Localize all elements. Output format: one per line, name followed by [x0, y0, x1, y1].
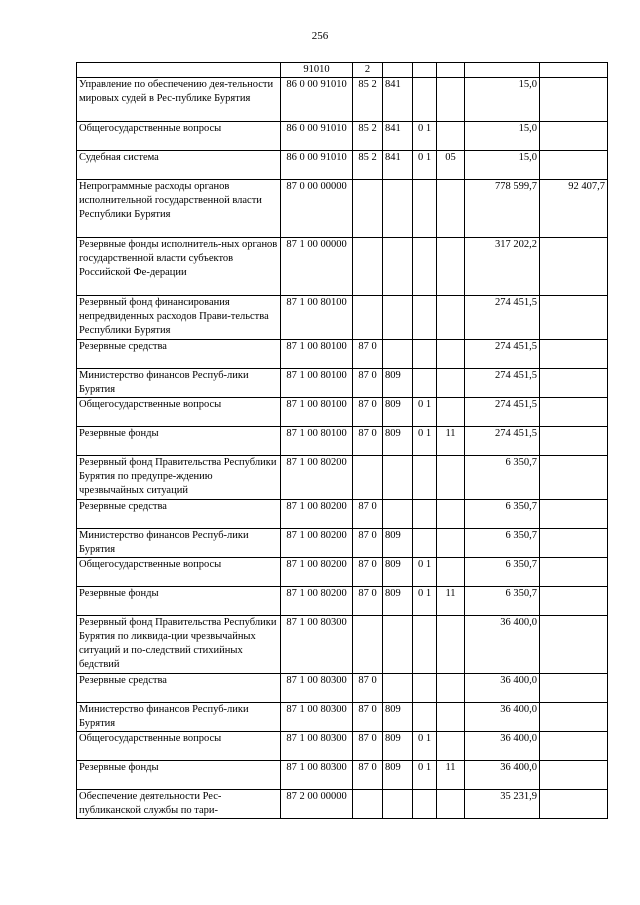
- row-name-cell: Резервные фонды исполнитель-ных органов государственной власти субъектов Российской Фе-дерации: [77, 238, 281, 296]
- target-article-cell: 87 1 00 80300: [281, 732, 353, 761]
- target-article-cell: 87 0 00 00000: [281, 180, 353, 238]
- administrator-code-cell: [383, 180, 413, 238]
- amount-cell: 6 350,7: [465, 500, 540, 529]
- section-cell: 0 1: [413, 151, 437, 180]
- federal-amount-cell: [540, 427, 608, 456]
- target-article-cell: 87 1 00 80100: [281, 296, 353, 340]
- subsection-cell: [437, 238, 465, 296]
- administrator-code-cell: 809: [383, 732, 413, 761]
- target-article-cell: 86 0 00 91010: [281, 78, 353, 122]
- row-name-cell: Общегосударственные вопросы: [77, 398, 281, 427]
- target-article-cell: 87 1 00 80300: [281, 616, 353, 674]
- administrator-code-cell: 809: [383, 427, 413, 456]
- target-article-cell: 86 0 00 91010: [281, 151, 353, 180]
- subsection-cell: [437, 500, 465, 529]
- federal-amount-cell: [540, 587, 608, 616]
- target-article-cell: 87 1 00 80200: [281, 456, 353, 500]
- amount-cell: 274 451,5: [465, 398, 540, 427]
- expense-type-cell: 87 0: [353, 674, 383, 703]
- amount-cell: 778 599,7: [465, 180, 540, 238]
- expense-type-cell: 87 0: [353, 703, 383, 732]
- table-row: [77, 587, 608, 616]
- table-row: [77, 500, 608, 529]
- section-cell: [413, 340, 437, 369]
- federal-amount-cell: [540, 238, 608, 296]
- section-cell: [413, 63, 437, 78]
- target-article-cell: 87 1 00 80200: [281, 529, 353, 558]
- expense-type-cell: 87 0: [353, 427, 383, 456]
- subsection-cell: [437, 122, 465, 151]
- row-name-cell: Резервные фонды: [77, 427, 281, 456]
- amount-cell: 274 451,5: [465, 296, 540, 340]
- federal-amount-cell: [540, 151, 608, 180]
- table-row: [77, 427, 608, 456]
- table-row: [77, 398, 608, 427]
- target-article-cell: 87 2 00 00000: [281, 790, 353, 819]
- page-number: 256: [311, 30, 329, 42]
- subsection-cell: [437, 398, 465, 427]
- row-name-cell: Министерство финансов Респуб-лики Бурятия: [77, 703, 281, 732]
- expense-type-cell: 87 0: [353, 340, 383, 369]
- table-row: [77, 558, 608, 587]
- administrator-code-cell: 809: [383, 529, 413, 558]
- federal-amount-cell: [540, 703, 608, 732]
- administrator-code-cell: [383, 296, 413, 340]
- row-name-cell: Резервные средства: [77, 340, 281, 369]
- target-article-cell: 87 1 00 00000: [281, 238, 353, 296]
- section-cell: 0 1: [413, 427, 437, 456]
- federal-amount-cell: [540, 369, 608, 398]
- table-row: [77, 340, 608, 369]
- federal-amount-cell: [540, 122, 608, 151]
- expense-type-cell: 87 0: [353, 529, 383, 558]
- row-name-cell: Резервный фонд Правительства Республики Бурятия по предупре-ждению чрезвычайных ситуаций: [77, 456, 281, 500]
- administrator-code-cell: 809: [383, 369, 413, 398]
- row-name-cell: Общегосударственные вопросы: [77, 732, 281, 761]
- target-article-cell: 87 1 00 80200: [281, 587, 353, 616]
- expense-type-cell: [353, 180, 383, 238]
- subsection-cell: 05: [437, 151, 465, 180]
- subsection-cell: [437, 180, 465, 238]
- table-row: [77, 122, 608, 151]
- section-cell: [413, 674, 437, 703]
- target-article-cell: 87 1 00 80100: [281, 340, 353, 369]
- amount-cell: 6 350,7: [465, 558, 540, 587]
- expense-type-cell: 87 0: [353, 500, 383, 529]
- amount-cell: 36 400,0: [465, 703, 540, 732]
- federal-amount-cell: [540, 761, 608, 790]
- table-row: [77, 732, 608, 761]
- target-article-cell: 87 1 00 80200: [281, 558, 353, 587]
- expense-type-cell: [353, 456, 383, 500]
- row-name-cell: Обеспечение деятельности Рес-публиканской службы по тари-: [77, 790, 281, 819]
- federal-amount-cell: [540, 790, 608, 819]
- amount-cell: 317 202,2: [465, 238, 540, 296]
- federal-amount-cell: [540, 340, 608, 369]
- administrator-code-cell: 841: [383, 122, 413, 151]
- federal-amount-cell: [540, 558, 608, 587]
- row-name-cell: Министерство финансов Респуб-лики Бурятия: [77, 369, 281, 398]
- expense-type-cell: 87 0: [353, 398, 383, 427]
- table-row: [77, 238, 608, 296]
- table-row: [77, 151, 608, 180]
- administrator-code-cell: 809: [383, 587, 413, 616]
- administrator-code-cell: [383, 790, 413, 819]
- section-cell: [413, 616, 437, 674]
- table-row: [77, 63, 608, 78]
- expense-type-cell: 85 2: [353, 78, 383, 122]
- section-cell: 0 1: [413, 587, 437, 616]
- expense-type-cell: 87 0: [353, 369, 383, 398]
- subsection-cell: [437, 529, 465, 558]
- target-article-cell: 86 0 00 91010: [281, 122, 353, 151]
- subsection-cell: [437, 340, 465, 369]
- target-article-cell: 87 1 00 80300: [281, 674, 353, 703]
- amount-cell: 36 400,0: [465, 674, 540, 703]
- table-row: [77, 703, 608, 732]
- administrator-code-cell: [383, 238, 413, 296]
- subsection-cell: [437, 369, 465, 398]
- section-cell: 0 1: [413, 732, 437, 761]
- subsection-cell: 11: [437, 427, 465, 456]
- subsection-cell: [437, 456, 465, 500]
- federal-amount-cell: [540, 500, 608, 529]
- row-name-cell: Резервные фонды: [77, 587, 281, 616]
- row-name-cell: Непрограммные расходы органов исполнительной государственной власти Республики Бурятия: [77, 180, 281, 238]
- administrator-code-cell: 841: [383, 78, 413, 122]
- section-cell: 0 1: [413, 558, 437, 587]
- amount-cell: 15,0: [465, 78, 540, 122]
- administrator-code-cell: 841: [383, 151, 413, 180]
- subsection-cell: [437, 703, 465, 732]
- subsection-cell: [437, 78, 465, 122]
- administrator-code-cell: [383, 63, 413, 78]
- row-name-cell: Резервный фонд Правительства Республики Бурятия по ликвида-ции чрезвычайных ситуаций и по-следствий стихийных бедствий: [77, 616, 281, 674]
- expense-type-cell: 87 0: [353, 587, 383, 616]
- federal-amount-cell: [540, 732, 608, 761]
- section-cell: 0 1: [413, 398, 437, 427]
- target-article-cell: 87 1 00 80300: [281, 703, 353, 732]
- section-cell: [413, 500, 437, 529]
- section-cell: [413, 529, 437, 558]
- row-name-cell: Министерство финансов Респуб-лики Бурятия: [77, 529, 281, 558]
- amount-cell: 36 400,0: [465, 732, 540, 761]
- federal-amount-cell: [540, 616, 608, 674]
- table-row: [77, 456, 608, 500]
- target-article-cell: 87 1 00 80100: [281, 427, 353, 456]
- subsection-cell: 11: [437, 761, 465, 790]
- expense-type-cell: 87 0: [353, 558, 383, 587]
- amount-cell: [465, 63, 540, 78]
- subsection-cell: 11: [437, 587, 465, 616]
- subsection-cell: [437, 558, 465, 587]
- expense-type-cell: 85 2: [353, 122, 383, 151]
- amount-cell: 274 451,5: [465, 369, 540, 398]
- administrator-code-cell: [383, 616, 413, 674]
- subsection-cell: [437, 63, 465, 78]
- table-row: [77, 761, 608, 790]
- amount-cell: 6 350,7: [465, 456, 540, 500]
- federal-amount-cell: [540, 78, 608, 122]
- target-article-cell: 87 1 00 80300: [281, 761, 353, 790]
- administrator-code-cell: [383, 500, 413, 529]
- table-row: [77, 790, 608, 819]
- table-row: [77, 78, 608, 122]
- row-name-cell: Резервный фонд финансирования непредвиденных расходов Прави-тельства Республики Бурятия: [77, 296, 281, 340]
- row-name-cell: Судебная система: [77, 151, 281, 180]
- administrator-code-cell: [383, 456, 413, 500]
- table-row: [77, 616, 608, 674]
- section-cell: 0 1: [413, 761, 437, 790]
- administrator-code-cell: 809: [383, 558, 413, 587]
- row-name-cell: Резервные средства: [77, 500, 281, 529]
- table-row: [77, 369, 608, 398]
- expense-type-cell: [353, 790, 383, 819]
- expense-type-cell: [353, 296, 383, 340]
- target-article-cell: 87 1 00 80100: [281, 369, 353, 398]
- federal-amount-cell: [540, 398, 608, 427]
- row-name-cell: Управление по обеспечению дея-тельности мировых судей в Рес-публике Бурятия: [77, 78, 281, 122]
- federal-amount-cell: [540, 529, 608, 558]
- administrator-code-cell: 809: [383, 703, 413, 732]
- subsection-cell: [437, 616, 465, 674]
- table-row: [77, 296, 608, 340]
- subsection-cell: [437, 296, 465, 340]
- budget-table: [76, 62, 608, 819]
- row-name-cell: [77, 63, 281, 78]
- row-name-cell: Общегосударственные вопросы: [77, 558, 281, 587]
- administrator-code-cell: 809: [383, 398, 413, 427]
- subsection-cell: [437, 732, 465, 761]
- federal-amount-cell: [540, 456, 608, 500]
- expense-type-cell: 85 2: [353, 151, 383, 180]
- section-cell: [413, 238, 437, 296]
- expense-type-cell: [353, 616, 383, 674]
- expense-type-cell: 87 0: [353, 732, 383, 761]
- amount-cell: 274 451,5: [465, 427, 540, 456]
- federal-amount-cell: 92 407,7: [540, 180, 608, 238]
- expense-type-cell: 87 0: [353, 761, 383, 790]
- section-cell: [413, 369, 437, 398]
- amount-cell: 36 400,0: [465, 761, 540, 790]
- table-row: [77, 674, 608, 703]
- amount-cell: 15,0: [465, 151, 540, 180]
- target-article-cell: 91010: [281, 63, 353, 78]
- target-article-cell: 87 1 00 80100: [281, 398, 353, 427]
- section-cell: 0 1: [413, 122, 437, 151]
- amount-cell: 274 451,5: [465, 340, 540, 369]
- federal-amount-cell: [540, 63, 608, 78]
- expense-type-cell: [353, 238, 383, 296]
- amount-cell: 35 231,9: [465, 790, 540, 819]
- amount-cell: 6 350,7: [465, 529, 540, 558]
- amount-cell: 15,0: [465, 122, 540, 151]
- federal-amount-cell: [540, 674, 608, 703]
- section-cell: [413, 180, 437, 238]
- administrator-code-cell: [383, 674, 413, 703]
- federal-amount-cell: [540, 296, 608, 340]
- amount-cell: 6 350,7: [465, 587, 540, 616]
- subsection-cell: [437, 790, 465, 819]
- row-name-cell: Резервные фонды: [77, 761, 281, 790]
- table-row: [77, 180, 608, 238]
- subsection-cell: [437, 674, 465, 703]
- expense-type-cell: 2: [353, 63, 383, 78]
- amount-cell: 36 400,0: [465, 616, 540, 674]
- section-cell: [413, 703, 437, 732]
- row-name-cell: Общегосударственные вопросы: [77, 122, 281, 151]
- target-article-cell: 87 1 00 80200: [281, 500, 353, 529]
- section-cell: [413, 78, 437, 122]
- table-row: [77, 529, 608, 558]
- row-name-cell: Резервные средства: [77, 674, 281, 703]
- administrator-code-cell: [383, 340, 413, 369]
- section-cell: [413, 790, 437, 819]
- administrator-code-cell: 809: [383, 761, 413, 790]
- section-cell: [413, 296, 437, 340]
- section-cell: [413, 456, 437, 500]
